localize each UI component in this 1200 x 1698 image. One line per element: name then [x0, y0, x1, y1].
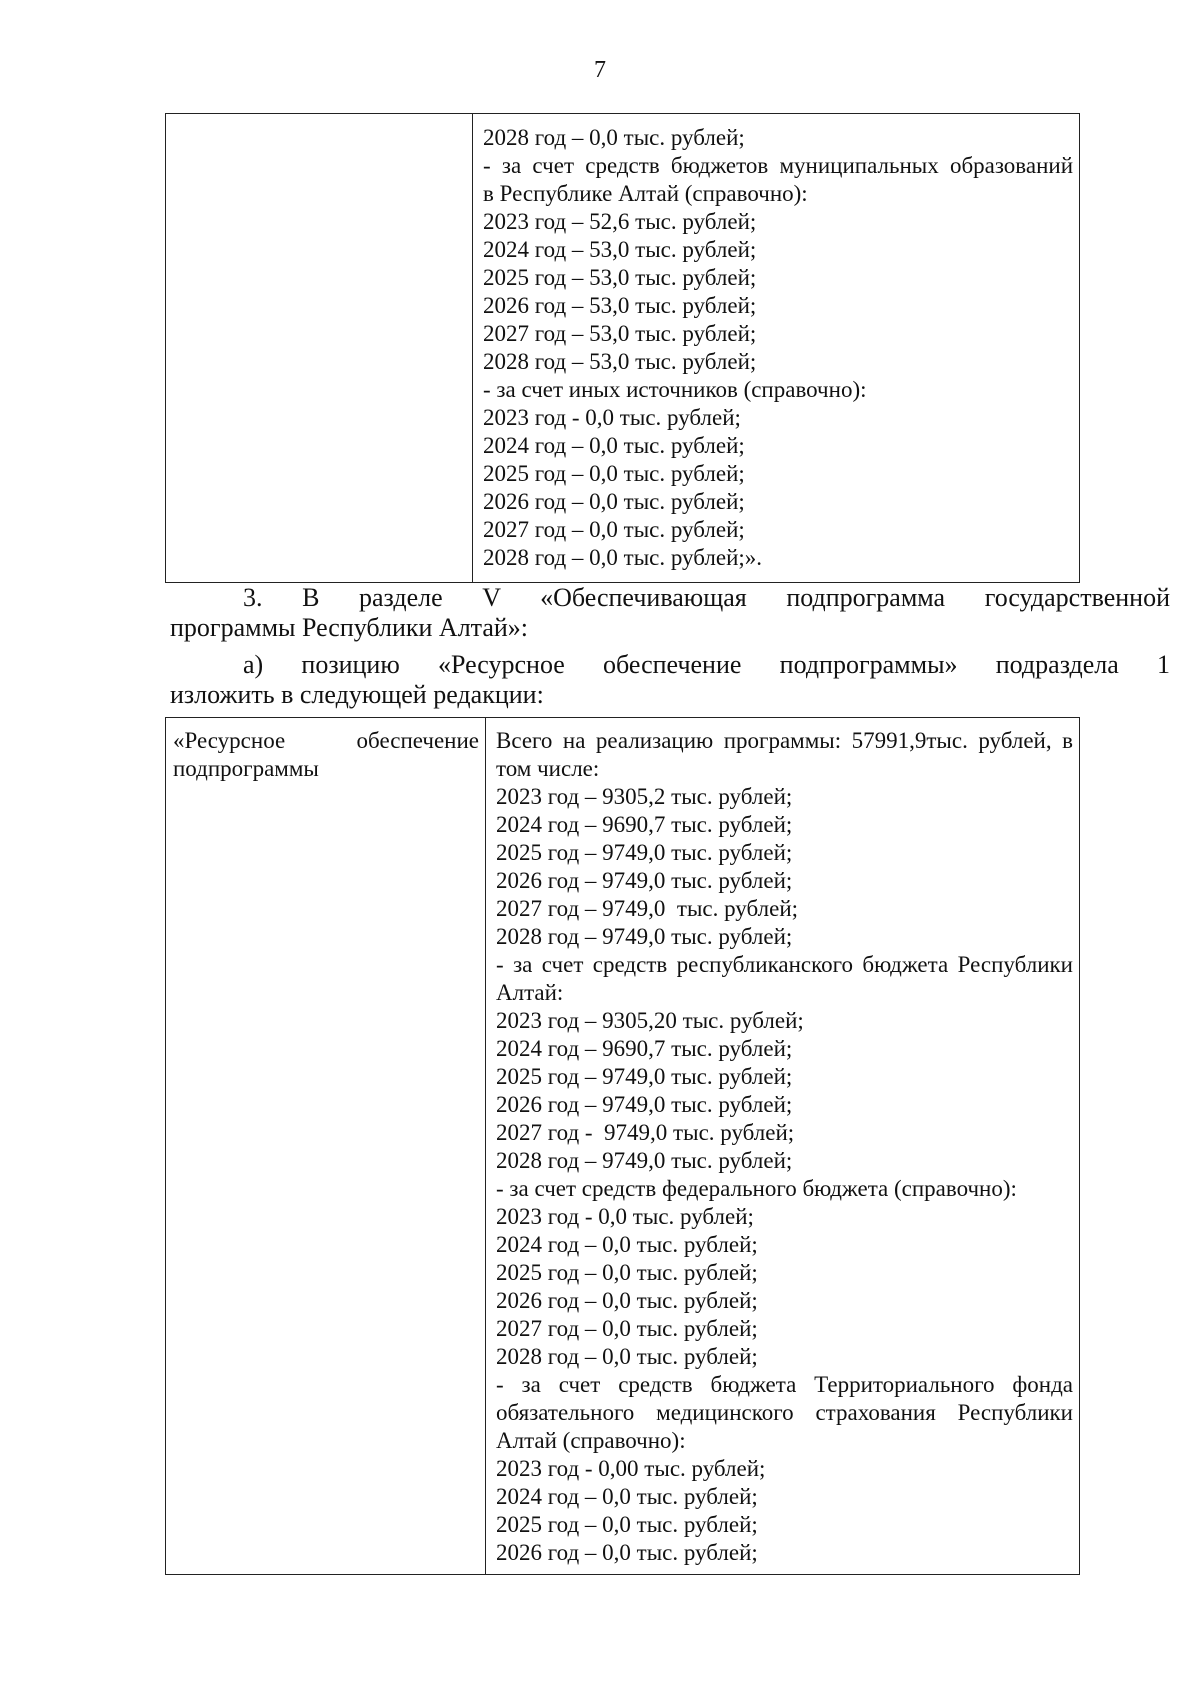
table2-line: 2024 год – 0,0 тыс. рублей; — [496, 1484, 758, 1509]
table2-line: 2024 год – 0,0 тыс. рублей; — [496, 1232, 758, 1257]
table2-line: 2026 год – 9749,0 тыс. рублей; — [496, 1092, 793, 1117]
table2-line: - за счет средств бюджета Территориального фонда — [496, 1372, 1073, 1397]
table2-line: 2023 год – 9305,20 тыс. рублей; — [496, 1008, 804, 1033]
table2-line: Алтай (справочно): — [496, 1428, 686, 1453]
table2-line: 2028 год – 9749,0 тыс. рублей; — [496, 924, 793, 949]
table1-line: 2027 год – 0,0 тыс. рублей; — [483, 517, 745, 542]
table1-line: в Республике Алтай (справочно): — [483, 181, 808, 206]
table2-line: - за счет средств республиканского бюджета Республики — [496, 952, 1073, 977]
table2-line: 2023 год – 9305,2 тыс. рублей; — [496, 784, 793, 809]
table2-line: 2025 год – 9749,0 тыс. рублей; — [496, 1064, 793, 1089]
table2-line: 2025 год – 0,0 тыс. рублей; — [496, 1512, 758, 1537]
table2-line: 2028 год – 9749,0 тыс. рублей; — [496, 1148, 793, 1173]
table2-line: 2024 год – 9690,7 тыс. рублей; — [496, 1036, 793, 1061]
table1-line: - за счет иных источников (справочно): — [483, 377, 867, 402]
table1-line: 2028 год – 53,0 тыс. рублей; — [483, 349, 757, 374]
table2-value-cell — [486, 718, 1080, 1575]
table2-line: 2023 год - 0,0 тыс. рублей; — [496, 1204, 754, 1229]
table2-line: Всего на реализацию программы: 57991,9тыс. рублей, в — [496, 728, 1073, 753]
table2-line: 2027 год – 0,0 тыс. рублей; — [496, 1316, 758, 1341]
paragraph-line: программы Республики Алтай»: — [170, 613, 529, 642]
table2-line: обязательного медицинского страхования Республики — [496, 1400, 1073, 1425]
table1-line: 2028 год – 0,0 тыс. рублей;». — [483, 545, 763, 570]
table2-line: 2025 год – 0,0 тыс. рублей; — [496, 1260, 758, 1285]
paragraph-line: изложить в следующей редакции: — [170, 680, 544, 709]
table2-line: 2024 год – 9690,7 тыс. рублей; — [496, 812, 793, 837]
paragraph-line: а) позицию «Ресурсное обеспечение подпрограммы» подраздела 1 — [243, 650, 1170, 679]
table1-line: 2024 год – 0,0 тыс. рублей; — [483, 433, 745, 458]
table2-line: - за счет средств федерального бюджета (справочно): — [496, 1176, 1017, 1201]
table1-line: 2025 год – 0,0 тыс. рублей; — [483, 461, 745, 486]
table1-left-cell — [166, 114, 473, 583]
continued-funding-table — [165, 113, 1080, 583]
table1-line: 2023 год - 0,0 тыс. рублей; — [483, 405, 741, 430]
table1-right-cell — [473, 114, 1080, 583]
table1-line: 2027 год – 53,0 тыс. рублей; — [483, 321, 757, 346]
paragraph-line: 3. В разделе V «Обеспечивающая подпрограмма государственной — [243, 583, 1170, 612]
table1-line: 2025 год – 53,0 тыс. рублей; — [483, 265, 757, 290]
table2-line: 2027 год – 9749,0 тыс. рублей; — [496, 896, 799, 921]
table2-label-line: подпрограммы — [173, 756, 319, 781]
table2-line: 2026 год – 0,0 тыс. рублей; — [496, 1288, 758, 1313]
table1-line: 2023 год – 52,6 тыс. рублей; — [483, 209, 757, 234]
table2-label-cell — [166, 718, 486, 1575]
table2-line: том числе: — [496, 756, 600, 781]
table1-line: 2028 год – 0,0 тыс. рублей; — [483, 125, 745, 150]
table2-line: 2026 год – 9749,0 тыс. рублей; — [496, 868, 793, 893]
table2-line: Алтай: — [496, 980, 564, 1005]
resource-provision-table — [165, 717, 1080, 1575]
table2-line: 2026 год – 0,0 тыс. рублей; — [496, 1540, 758, 1565]
table1-line: 2024 год – 53,0 тыс. рублей; — [483, 237, 757, 262]
table2-line: 2028 год – 0,0 тыс. рублей; — [496, 1344, 758, 1369]
page-number: 7 — [594, 57, 606, 83]
table1-line: 2026 год – 53,0 тыс. рублей; — [483, 293, 757, 318]
table2-line: 2025 год – 9749,0 тыс. рублей; — [496, 840, 793, 865]
subitem-a-paragraph — [170, 650, 1170, 710]
section-3-paragraph — [170, 583, 1170, 643]
table1-line: - за счет средств бюджетов муниципальных образований — [483, 153, 1073, 178]
table1-line: 2026 год – 0,0 тыс. рублей; — [483, 489, 745, 514]
table2-label-line: «Ресурсное обеспечение — [173, 728, 479, 753]
table2-line: 2027 год - 9749,0 тыс. рублей; — [496, 1120, 795, 1145]
table2-line: 2023 год - 0,00 тыс. рублей; — [496, 1456, 766, 1481]
